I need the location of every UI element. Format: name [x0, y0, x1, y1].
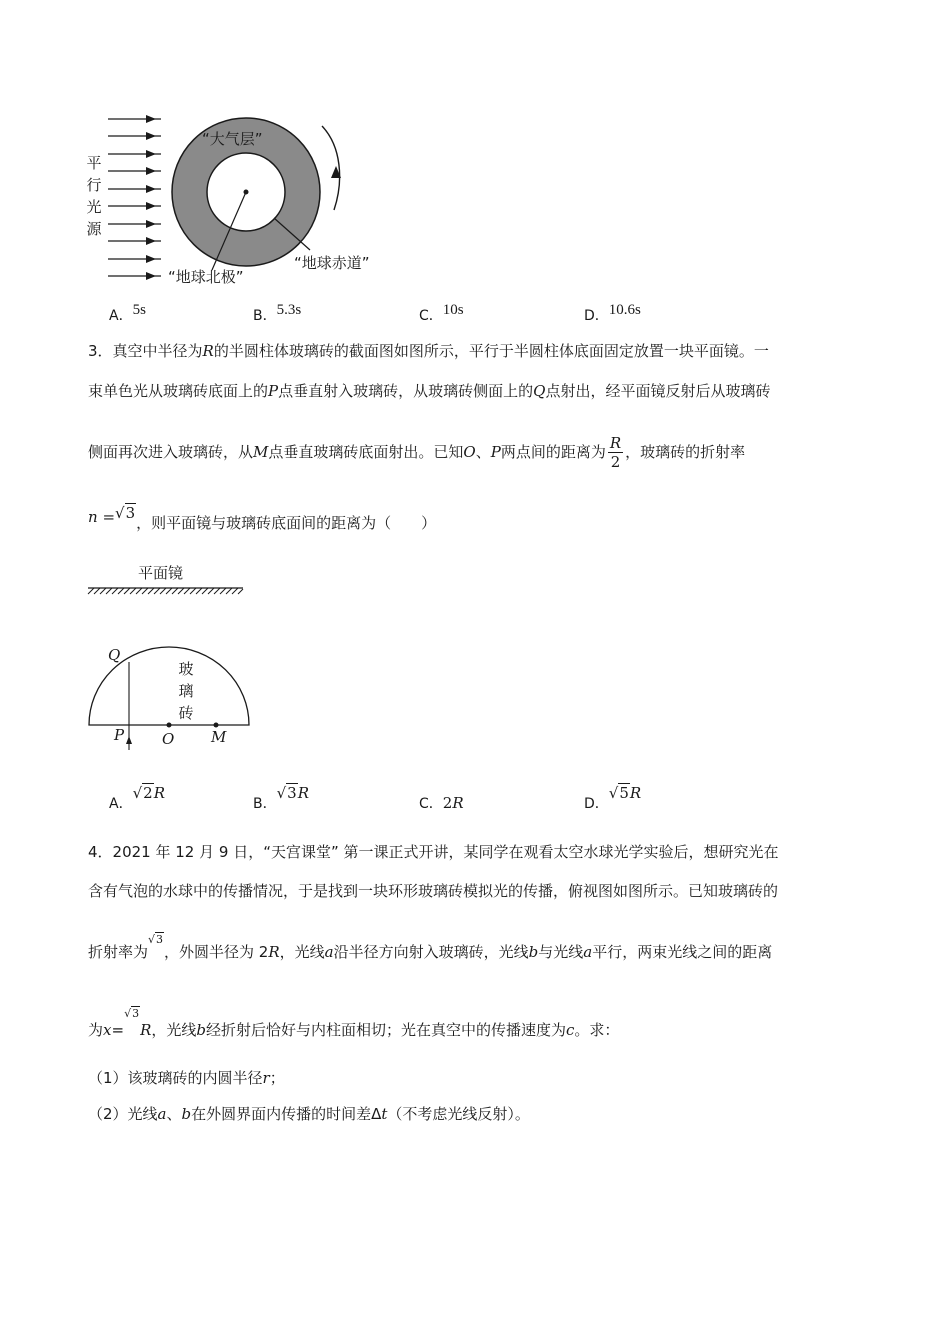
var-O: O [463, 443, 476, 461]
var-n: n [88, 508, 98, 526]
q4-line-2: 含有气泡的水球中的传播情况，于是找到一块环形玻璃砖模拟光的传播，俯视图如图所示。已知玻璃砖的 [88, 882, 779, 900]
light-source-char: 源 [86, 220, 102, 238]
q3-line-4 [88, 504, 437, 532]
option-letter: A． [109, 308, 133, 324]
sqrt-3: √3 [276, 784, 297, 802]
north-pole-label: “地球北极” [168, 268, 244, 286]
q4-sub-1 [88, 1068, 285, 1088]
light-source-char: 光 [86, 198, 102, 216]
var-P: P [490, 443, 501, 461]
atmosphere-label: “大气层” [202, 130, 263, 148]
var-R: R [268, 943, 280, 961]
var-r: r [262, 1069, 270, 1087]
q4-line-3 [88, 933, 773, 964]
radicand: 2 [143, 784, 153, 802]
option-letter: B． [253, 308, 277, 324]
q2-option-a[interactable] [109, 302, 146, 326]
radicand: 3 [132, 1007, 140, 1020]
glass-char: 璃 [178, 682, 194, 700]
text-run: 侧面再次进入玻璃砖，从 [88, 443, 254, 461]
text-run: ，则平面镜与玻璃砖底面间的距离为（ ） [136, 514, 437, 532]
q3-option-a[interactable] [109, 784, 165, 814]
q3-figure [80, 560, 260, 750]
option-value [443, 794, 464, 812]
text-run: （不考虑光线反射）。 [387, 1105, 530, 1123]
fraction-denominator: 2 [610, 453, 621, 471]
light-source-char: 行 [86, 176, 102, 194]
text-run: 3．真空中半径为 [88, 342, 203, 360]
fraction-R-over-2 [608, 434, 623, 471]
var-R: R [140, 1021, 152, 1039]
fraction-numerator: R [609, 434, 622, 452]
option-value [609, 784, 641, 802]
equals-sign: = [111, 1021, 125, 1039]
sqrt-5: √5 [608, 784, 629, 802]
text-run: 点射出，经平面镜反射后从玻璃砖 [545, 382, 771, 400]
radicand: 5 [619, 784, 629, 802]
var-x: x [103, 1021, 112, 1039]
q4-line-1: 4．2021 年 12 月 9 日，“天宫课堂” 第一课正式开讲，某同学在观看太空水球光学实验后，想研究光在 [88, 843, 779, 861]
var-R: R [297, 784, 310, 802]
var-b: b [181, 1105, 192, 1123]
point-m [214, 723, 219, 728]
text-run: 、 [166, 1105, 182, 1123]
radicand: 3 [156, 933, 164, 946]
glass-char: 玻 [178, 660, 194, 678]
option-letter: A． [109, 796, 133, 812]
rotation-arc [322, 126, 340, 210]
var-R: R [153, 784, 165, 802]
option-letter: D． [584, 796, 609, 812]
label-q: Q [108, 646, 121, 664]
q3-option-b[interactable] [253, 784, 310, 814]
text-run: （1）该玻璃砖的内圆半径 [88, 1069, 263, 1087]
sqrt-3: √3 [115, 504, 136, 522]
var-R: R [629, 784, 642, 802]
mirror-hatching [88, 588, 243, 594]
var-b: b [528, 943, 539, 961]
label-p: P [114, 726, 125, 744]
option-value: 10.6s [608, 302, 641, 318]
light-source-char: 平 [86, 154, 102, 172]
text-run: 为 [88, 1021, 104, 1039]
text-run: 在外圆界面内传播的时间差Δ [191, 1105, 382, 1123]
text-run: ，玻璃砖的折射率 [625, 443, 746, 461]
q3-option-d[interactable] [584, 784, 642, 814]
equals-sign: = [97, 508, 116, 526]
var-c: c [566, 1021, 575, 1039]
text-run: 束单色光从玻璃砖底面上的 [88, 382, 269, 400]
option-value: 5.3s [276, 302, 302, 318]
option-value [277, 784, 309, 802]
text-run: 、 [475, 443, 491, 461]
option-number: 2 [442, 794, 453, 812]
option-value: 10s [442, 302, 464, 318]
label-m: M [211, 728, 227, 746]
var-R: R [202, 342, 214, 360]
text-run: 。求： [574, 1021, 620, 1039]
text-run: ，光线 [279, 943, 325, 961]
text-run: 两点间的距离为 [500, 443, 606, 461]
glass-label [176, 658, 196, 724]
text-run: （2）光线 [88, 1105, 158, 1123]
sqrt-3: √3 [148, 933, 164, 946]
text-run: 的半圆柱体玻璃砖的截面图如图所示，平行于半圆柱体底面固定放置一块平面镜。一 [213, 342, 769, 360]
glass-char: 砖 [178, 704, 194, 722]
radicand: 3 [125, 504, 136, 522]
mirror-label: 平面镜 [138, 564, 184, 582]
label-o: O [162, 730, 175, 748]
option-letter: B． [253, 796, 277, 812]
q4-line-4 [88, 1007, 620, 1042]
var-a: a [324, 943, 334, 961]
var-a: a [157, 1105, 167, 1123]
q2-option-c[interactable] [419, 302, 464, 326]
q3-option-c[interactable] [419, 793, 464, 814]
text-run: ，外圆半径为 2 [164, 943, 269, 961]
var-b: b [196, 1021, 206, 1039]
light-source-label [84, 152, 104, 240]
option-value: 5s [132, 302, 146, 318]
point-o [167, 723, 172, 728]
option-letter: C． [419, 308, 443, 324]
var-M: M [253, 443, 269, 461]
var-R: R [452, 794, 464, 812]
q3-line-3 [88, 430, 745, 474]
var-a: a [583, 943, 593, 961]
text-run: 折射率为 [88, 943, 149, 961]
parallel-light-arrows [108, 115, 161, 280]
text-run: ； [269, 1069, 285, 1087]
text-run: 与光线 [538, 943, 584, 961]
q3-line-1 [88, 341, 769, 361]
text-run: 沿半径方向射入玻璃砖，光线 [333, 943, 529, 961]
q2-option-b[interactable] [253, 302, 302, 326]
option-letter: D． [584, 308, 609, 324]
ray-arrow-head [126, 736, 132, 744]
q4-sub-2 [88, 1104, 530, 1124]
option-letter: C． [419, 796, 443, 812]
semicircle-glass-diagram [80, 560, 260, 750]
q2-option-d[interactable] [584, 302, 641, 326]
option-value [133, 784, 165, 802]
q2-figure [84, 108, 414, 293]
var-P: P [268, 382, 279, 400]
text-run: ，光线 [151, 1021, 197, 1039]
sqrt-2: √2 [132, 784, 153, 802]
var-t: t [381, 1105, 388, 1123]
radicand: 3 [287, 784, 297, 802]
text-run: 点垂直玻璃砖底面射出。已知 [268, 443, 464, 461]
text-run: 经折射后恰好与内柱面相切；光在真空中的传播速度为 [206, 1021, 567, 1039]
text-run: 平行，两束光线之间的距离 [592, 943, 773, 961]
sqrt-3: √3 [124, 1007, 140, 1020]
var-Q: Q [533, 382, 546, 400]
equator-label: “地球赤道” [294, 254, 370, 272]
text-run: 点垂直射入玻璃砖，从玻璃砖侧面上的 [278, 382, 534, 400]
q3-line-2 [88, 381, 770, 401]
